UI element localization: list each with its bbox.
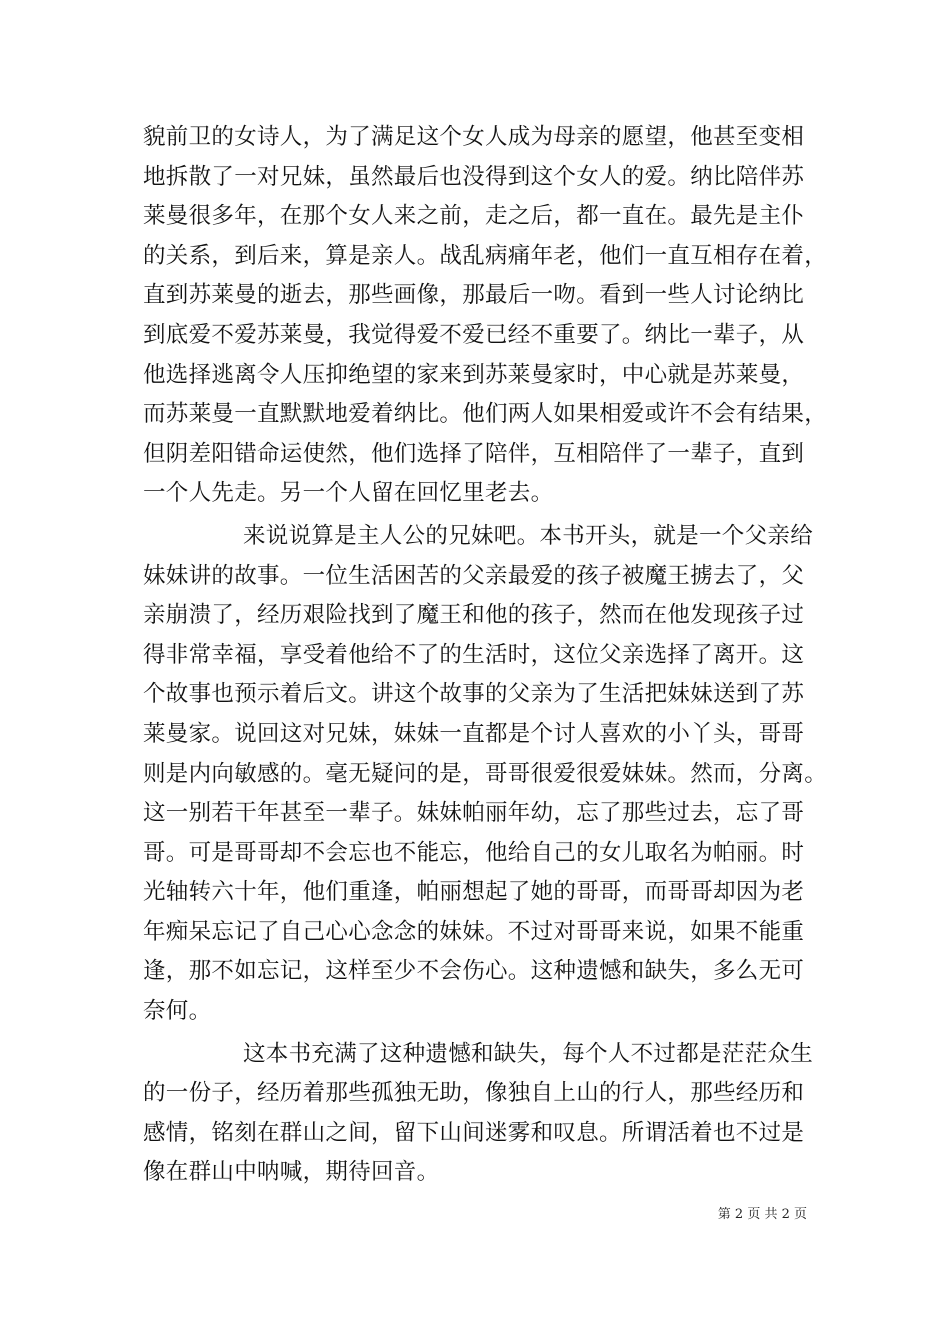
text-line: 直到苏莱曼的逝去，那些画像，那最后一吻。看到一些人讨论纳比 xyxy=(143,282,805,309)
text-line: 一个人先走。另一个人留在回忆里老去。 xyxy=(143,480,554,507)
text-line: 的一份子，经历着那些孤独无助，像独自上山的行人，那些经历和 xyxy=(143,1080,805,1107)
text-line: 年痴呆忘记了自己心心念念的妹妹。不过对哥哥来说，如果不能重 xyxy=(143,918,805,945)
text-line: 感情，铭刻在群山之间，留下山间迷雾和叹息。所谓活着也不过是 xyxy=(143,1119,805,1146)
text-line: 到底爱不爱苏莱曼，我觉得爱不爱已经不重要了。纳比一辈子，从 xyxy=(143,321,805,348)
text-line: 他选择逃离令人压抑绝望的家来到苏莱曼家时，中心就是苏莱曼， xyxy=(143,361,805,388)
text-line: 亲崩溃了，经历艰险找到了魔王和他的孩子，然而在他发现孩子过 xyxy=(143,602,805,629)
text-line: 光轴转六十年，他们重逢，帕丽想起了她的哥哥，而哥哥却因为老 xyxy=(143,879,805,906)
text-line: 但阴差阳错命运使然，他们选择了陪伴，互相陪伴了一辈子，直到 xyxy=(143,440,805,467)
text-line: 得非常幸福，享受着他给不了的生活时，这位父亲选择了离开。这 xyxy=(143,641,805,668)
paragraph xyxy=(143,1035,814,1193)
text-line: 来说说算是主人公的兄妹吧。本书开头，就是一个父亲给 xyxy=(243,522,814,549)
text-line: 的关系，到后来，算是亲人。战乱病痛年老，他们一直互相存在着， xyxy=(143,242,828,269)
paragraph xyxy=(143,118,828,514)
text-line: 莱曼家。说回这对兄妹，妹妹一直都是个讨人喜欢的小丫头，哥哥 xyxy=(143,720,805,747)
text-line: 个故事也预示着后文。讲这个故事的父亲为了生活把妹妹送到了苏 xyxy=(143,681,805,708)
text-line: 妹妹讲的故事。一位生活困苦的父亲最爱的孩子被魔王掳去了，父 xyxy=(143,562,805,589)
paragraph xyxy=(143,517,828,1032)
text-line: 像在群山中呐喊，期待回音。 xyxy=(143,1159,440,1186)
body-text xyxy=(143,118,828,1193)
text-line: 地拆散了一对兄妹，虽然最后也没得到这个女人的爱。纳比陪伴苏 xyxy=(143,163,805,190)
text-line: 逢，那不如忘记，这样至少不会伤心。这种遗憾和缺失，多么无可 xyxy=(143,958,805,985)
text-line: 貌前卫的女诗人，为了满足这个女人成为母亲的愿望，他甚至变相 xyxy=(143,124,805,150)
page-number-footer: 第 2 页 共 2 页 xyxy=(717,1207,807,1222)
text-line: 而苏莱曼一直默默地爱着纳比。他们两人如果相爱或许不会有结果， xyxy=(143,401,828,428)
text-line: 奈何。 xyxy=(143,998,212,1025)
text-line: 则是内向敏感的。毫无疑问的是，哥哥很爱很爱妹妹。然而，分离。 xyxy=(143,760,828,787)
text-line: 这一别若干年甚至一辈子。妹妹帕丽年幼，忘了那些过去，忘了哥 xyxy=(143,800,805,827)
text-line: 莱曼很多年，在那个女人来之前，走之后，都一直在。最先是主仆 xyxy=(143,203,805,230)
text-line: 这本书充满了这种遗憾和缺失，每个人不过都是茫茫众生 xyxy=(243,1040,814,1067)
text-line: 哥。可是哥哥却不会忘也不能忘，他给自己的女儿取名为帕丽。时 xyxy=(143,839,805,866)
